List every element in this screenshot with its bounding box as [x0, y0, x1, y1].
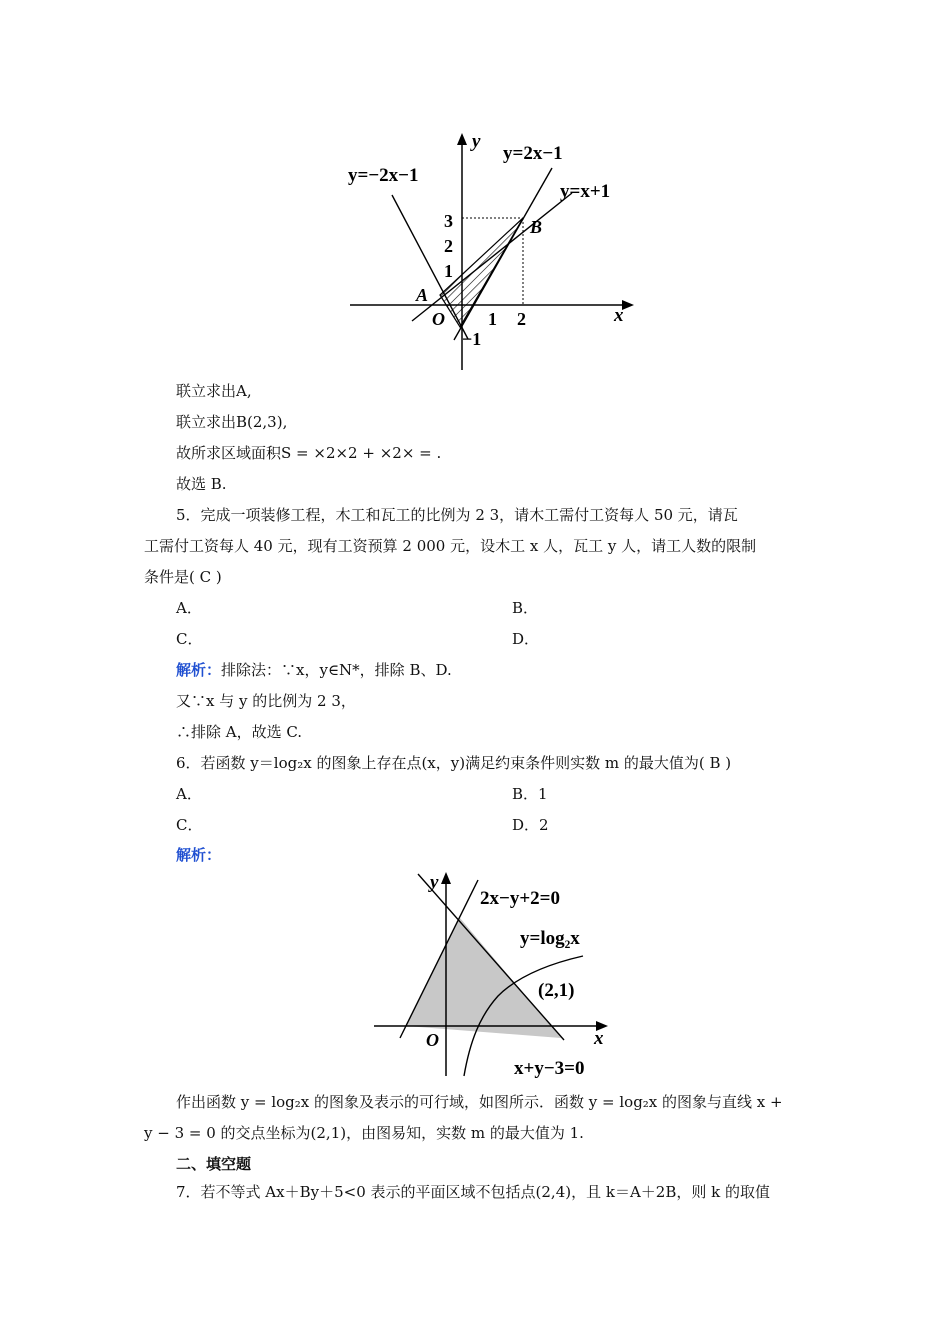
q6-analysis-label: 解析：	[176, 846, 222, 864]
q5-text-2: 工需付工资每人 40 元，现有工资预算 2 000 元，设木工 x 人，瓦工 y 人，请工人数的限制	[144, 537, 757, 555]
axis-y-label: y	[472, 131, 481, 152]
line-y-x-1	[412, 193, 572, 321]
label-2x-y-2: 2x−y+2=0	[480, 888, 560, 909]
y-axis-arrow	[441, 872, 451, 884]
q5-analysis	[176, 660, 452, 680]
label-y-neg2x-1: y=−2x−1	[348, 165, 419, 186]
q5-text-3: 条件是( C )	[144, 568, 222, 586]
origin-label: O	[426, 1030, 439, 1050]
tick-y-2: 2	[444, 236, 453, 256]
q6-option-c: C．	[176, 816, 203, 834]
tick-x-2: 2	[517, 309, 526, 329]
q7-text-1: 7．若不等式 Ax＋By＋5<0 表示的平面区域不包括点(2,4)，且 k＝A＋2B，则 k 的取值	[176, 1183, 770, 1201]
q6-solution-1: 作出函数 y = log₂x 的图象及表示的可行域，如图所示．函数 y = log₂x 的图象与直线 x +	[176, 1093, 783, 1111]
label-x-y-3: x+y−3=0	[514, 1058, 585, 1079]
q6-option-b: B．1	[512, 785, 548, 803]
line-y-neg2x-1	[392, 195, 468, 339]
q5-analysis-text-1: 排除法：∵x，y∈N*，排除 B、D.	[221, 661, 452, 679]
text-line-1: 联立求出A,	[176, 382, 252, 400]
figure-2	[368, 866, 628, 1084]
q5-analysis-text-3: ∴排除 A，故选 C.	[176, 723, 303, 741]
figure-1	[340, 125, 640, 375]
q5-analysis-label: 解析：	[176, 661, 222, 679]
line-y-2x-1	[454, 168, 552, 340]
q5-text-1: 5．完成一项装修工程，木工和瓦工的比例为 2 3，请木工需付工资每人 50 元，请瓦	[176, 506, 738, 524]
text-line-2: 联立求出B(2,3),	[176, 413, 288, 431]
q6-option-d: D．2	[512, 816, 549, 834]
axis-y-label: y	[430, 872, 439, 893]
y-axis-arrow	[457, 133, 467, 145]
q6-text-1: 6．若函数 y＝log₂x 的图象上存在点(x，y)满足约束条件则实数 m 的最大值为( B )	[176, 754, 732, 772]
tick-x-1: 1	[488, 309, 497, 329]
label-y-2x-1: y=2x−1	[503, 143, 563, 164]
q6-solution-2: y − 3 = 0 的交点坐标为(2,1)，由图易知，实数 m 的最大值为 1.	[144, 1124, 584, 1142]
tick-y-3: 3	[444, 211, 453, 231]
q5-analysis-text-2: 又∵x 与 y 的比例为 2 3，	[176, 692, 356, 710]
q5-option-d: D．	[512, 630, 540, 648]
tick-y-1: 1	[444, 261, 453, 281]
q6-option-a: A．	[176, 785, 202, 803]
label-log2x: y=log₂x	[520, 928, 580, 949]
tick-y-neg1: −1	[462, 329, 482, 349]
q5-option-b: B．	[512, 599, 539, 617]
q5-option-a: A．	[176, 599, 202, 617]
origin-label: O	[432, 309, 445, 329]
label-y-x-1: y=x+1	[560, 181, 611, 202]
point-a-label: A	[416, 285, 429, 305]
section-title: 二、填空题	[176, 1155, 252, 1173]
x-axis-arrow	[622, 300, 634, 310]
axis-x-label: x	[594, 1028, 604, 1049]
q5-option-c: C．	[176, 630, 203, 648]
label-point-2-1: (2,1)	[538, 980, 575, 1001]
point-b-label: B	[530, 217, 543, 237]
text-line-4: 故选 B.	[176, 475, 227, 493]
text-line-3: 故所求区域面积S = ×2×2 + ×2× = .	[176, 444, 442, 462]
axis-x-label: x	[614, 305, 624, 326]
